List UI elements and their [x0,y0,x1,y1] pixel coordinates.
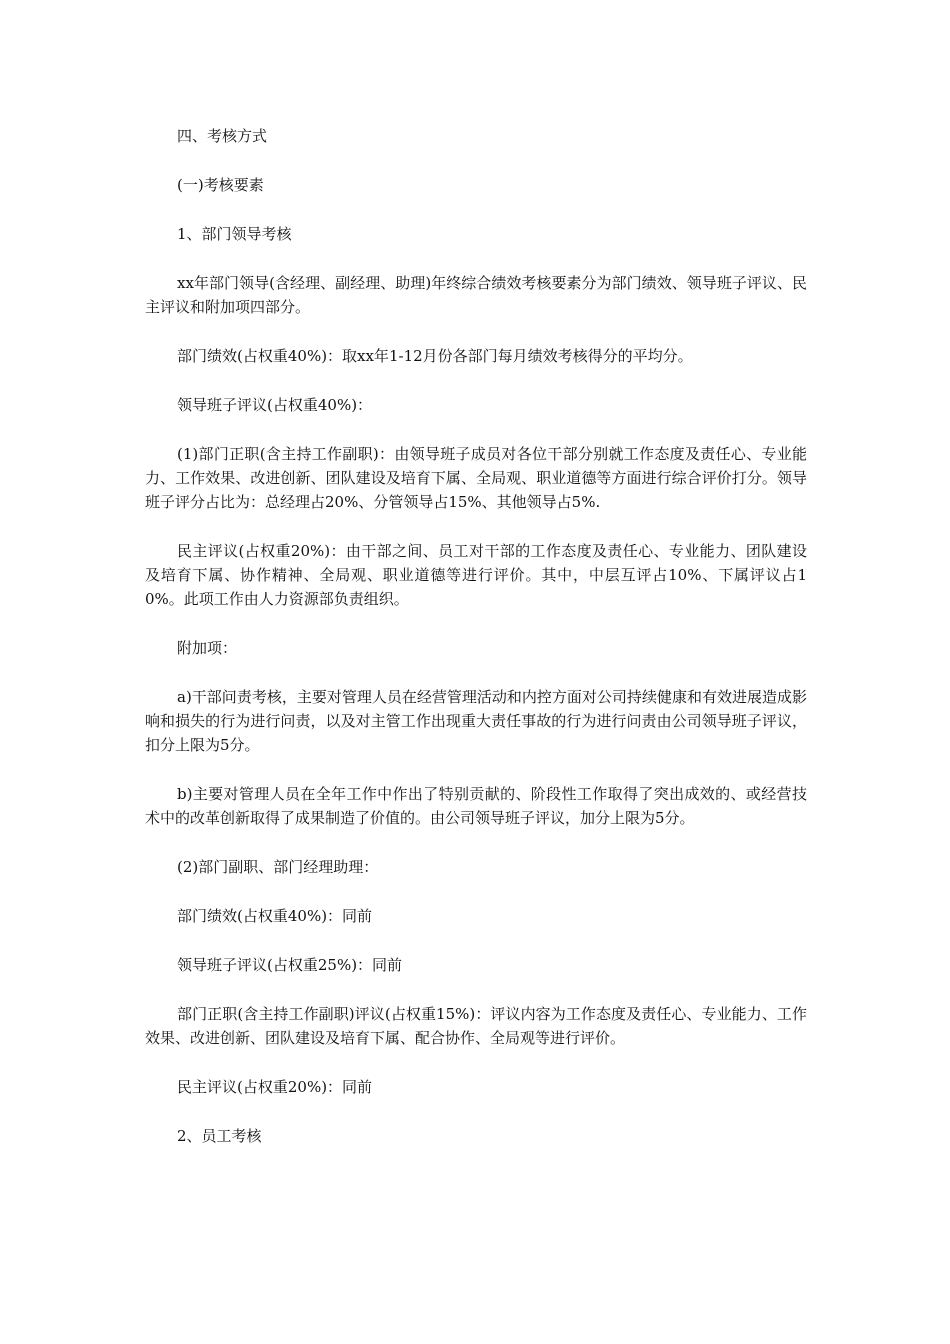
document-body [145,124,807,1173]
paragraph: 部门绩效(占权重40%)：同前 [177,907,373,925]
item-heading: 2、员工考核 [177,1127,262,1145]
paragraph: (2)部门副职、部门经理助理： [177,858,379,876]
paragraph: (1)部门正职(含主持工作副职)：由领导班子成员对各位干部分别就工作态度及责任心、专业能力、工作效果、改进创新、团队建设及培育下属、全局观、职业道德等方面进行综合评价打分。领导班子评分占比为：总经理占20%、分管领导占15%、其他领导占5%. [145,445,807,511]
paragraph: 领导班子评议(占权重25%)：同前 [177,956,403,974]
paragraph: b)主要对管理人员在全年工作中作出了特别贡献的、阶段性工作取得了突出成效的、或经营技术中的改革创新取得了成果制造了价值的。由公司领导班子评议，加分上限为5分。 [145,785,807,827]
paragraph: 民主评议(占权重20%)：同前 [177,1078,373,1096]
paragraph: 部门绩效(占权重40%)：取xx年1-12月份各部门每月绩效考核得分的平均分。 [177,347,693,365]
subsection-heading: (一)考核要素 [177,176,264,194]
item-heading: 1、部门领导考核 [177,225,292,243]
paragraph: a)干部问责考核，主要对管理人员在经营管理活动和内控方面对公司持续健康和有效进展造成影响和损失的行为进行问责，以及对主管工作出现重大责任事故的行为进行问责由公司领导班子评议，扣分上限为5分。 [145,688,807,754]
paragraph: 附加项： [177,639,238,657]
paragraph: 部门正职(含主持工作副职)评议(占权重15%)：评议内容为工作态度及责任心、专业能力、工作效果、改进创新、团队建设及培育下属、配合协作、全局观等进行评价。 [145,1005,807,1047]
section-heading: 四、考核方式 [177,127,268,145]
paragraph: 民主评议(占权重20%)：由干部之间、员工对干部的工作态度及责任心、专业能力、团队建设及培育下属、协作精神、全局观、职业道德等进行评价。其中，中层互评占10%、下属评议占10%。此项工作由人力资源部负责组织。 [145,542,807,608]
paragraph: 领导班子评议(占权重40%)： [177,396,373,414]
paragraph: xx年部门领导(含经理、副经理、助理)年终综合绩效考核要素分为部门绩效、领导班子评议、民主评议和附加项四部分。 [145,274,807,316]
